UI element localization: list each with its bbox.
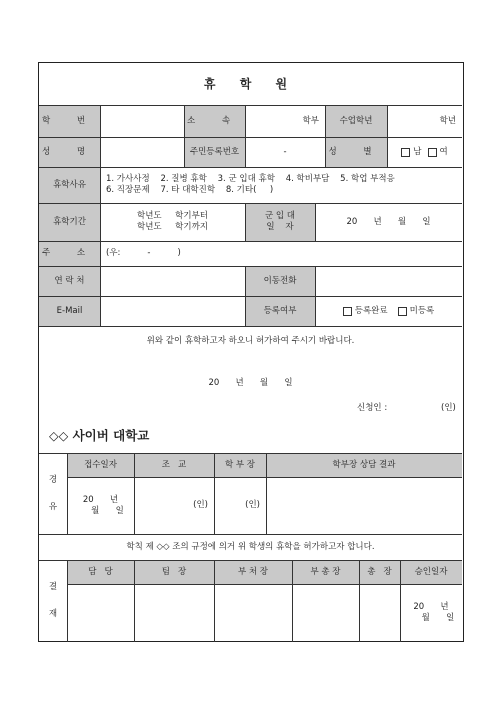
period-to: 학년도 학기까지 <box>137 222 208 232</box>
rule <box>39 167 462 168</box>
rule <box>67 453 68 534</box>
applicant-seal: (인) <box>441 402 456 413</box>
staff-header: 담 당 <box>67 560 134 584</box>
approval-date-line-2: 월 일 <box>421 613 455 623</box>
reason-line-1: 1. 가사사정 2. 질병 휴학 3. 군 입대 휴학 4. 학비부담 5. 학업 부적응 <box>106 174 395 185</box>
rule <box>67 477 462 478</box>
student-no-field[interactable] <box>100 105 184 137</box>
routing-side-label <box>39 453 67 534</box>
rule <box>245 266 246 326</box>
rule <box>39 534 462 535</box>
rule <box>134 453 135 534</box>
decision-side-2: 재 <box>48 609 58 619</box>
name-field[interactable] <box>100 137 184 167</box>
assistant-seal[interactable]: (인) <box>193 500 208 511</box>
approval-text: 학칙 제 ◇◇ 조의 규정에 의거 위 학생의 휴학을 허가하고자 합니다. <box>126 541 375 552</box>
email-field[interactable] <box>100 296 245 326</box>
reason-options[interactable] <box>100 167 462 203</box>
leave-application-form <box>38 62 464 642</box>
rule <box>266 453 267 534</box>
rule <box>39 203 462 204</box>
staff-sign-field[interactable] <box>67 584 134 642</box>
male-checkbox[interactable] <box>401 148 410 157</box>
address-label: 주 소 <box>39 241 100 266</box>
rule <box>39 296 462 297</box>
military-date-label <box>245 203 315 241</box>
rule <box>315 266 316 326</box>
resident-no-field[interactable]: - <box>283 146 287 157</box>
receipt-date-line-1: 20 년 <box>82 494 119 505</box>
registration-field <box>315 296 462 326</box>
counsel-result-field[interactable] <box>266 477 462 534</box>
team-lead-sign-field[interactable] <box>134 584 214 642</box>
vice-director-sign-field[interactable] <box>214 584 292 642</box>
military-date-field[interactable]: 20 년 월 일 <box>346 216 431 227</box>
rule <box>39 560 462 561</box>
rule <box>214 453 215 534</box>
military-label-line-2: 일 자 <box>266 222 294 232</box>
approval-date-header: 승인일자 <box>400 560 462 584</box>
mobile-label: 이동전화 <box>245 266 315 296</box>
counsel-result-header: 학부장 상담 결과 <box>266 453 462 477</box>
registration-label: 등록여부 <box>245 296 315 326</box>
rule <box>400 560 401 642</box>
rule <box>67 560 68 642</box>
decision-side-label <box>39 560 67 642</box>
request-date[interactable]: 20 년 월 일 <box>208 377 293 388</box>
routing-side-2: 유 <box>48 501 58 512</box>
dean-seal[interactable]: (인) <box>245 500 260 511</box>
registered-label: 등록완료 <box>354 305 388 316</box>
female-checkbox[interactable] <box>428 148 437 157</box>
unregistered-label: 미등록 <box>409 305 435 316</box>
receipt-date-header: 접수일자 <box>67 453 134 477</box>
contact-label: 연 락 처 <box>39 266 100 296</box>
vice-president-sign-field[interactable] <box>292 584 359 642</box>
affiliation-label: 소 속 <box>184 105 245 137</box>
decision-side-1: 결 <box>48 582 58 593</box>
name-label: 성 명 <box>39 137 100 167</box>
president-header: 총 장 <box>359 560 400 584</box>
reason-label: 휴학사유 <box>39 167 100 203</box>
address-field[interactable]: (우: - ) <box>106 248 181 259</box>
period-label: 휴학기간 <box>39 203 100 241</box>
rule <box>184 105 185 167</box>
rule <box>214 560 215 642</box>
assistant-header: 조 교 <box>134 453 214 477</box>
mobile-field[interactable] <box>315 266 462 296</box>
reason-line-2: 6. 직장문제 7. 타 대학진학 8. 기타( ) <box>106 185 274 195</box>
period-field[interactable] <box>100 203 245 241</box>
rule <box>315 203 316 241</box>
rule <box>39 241 462 242</box>
routing-side-1: 경 <box>48 474 58 485</box>
team-lead-header: 팀 장 <box>134 560 214 584</box>
female-label: 여 <box>439 146 448 157</box>
approval-date-field[interactable] <box>400 584 462 642</box>
registered-checkbox[interactable] <box>343 307 352 316</box>
year-field[interactable]: 학년 <box>439 115 456 126</box>
gender-label: 성 별 <box>325 137 387 167</box>
contact-field[interactable] <box>100 266 245 296</box>
email-label: E-Mail <box>39 296 100 326</box>
request-text: 위와 같이 휴학하고자 하오니 허가하여 주시기 바랍니다. <box>146 335 355 346</box>
receipt-date-line-2: 월 일 <box>91 505 124 516</box>
rule <box>100 105 101 326</box>
period-from: 학년도 학기부터 <box>137 211 208 222</box>
unregistered-checkbox[interactable] <box>398 307 407 316</box>
gender-field <box>387 137 462 167</box>
affiliation-field[interactable]: 학부 <box>302 115 319 126</box>
rule <box>39 266 462 267</box>
rule <box>387 105 388 167</box>
university-name: ◇◇ 사이버 대학교 <box>49 428 150 444</box>
applicant-label: 신청인 : <box>357 402 388 413</box>
vice-director-header: 부 처 장 <box>214 560 292 584</box>
year-label: 수업학년 <box>325 105 387 137</box>
rule <box>39 105 462 106</box>
rule <box>245 203 246 241</box>
rule <box>325 105 326 167</box>
dean-header: 학 부 장 <box>214 453 266 477</box>
president-sign-field[interactable] <box>359 584 400 642</box>
male-label: 남 <box>413 146 422 157</box>
vice-president-header: 부 총 장 <box>292 560 359 584</box>
rule <box>245 105 246 167</box>
rule <box>292 560 293 642</box>
rule <box>67 584 462 585</box>
rule <box>39 326 462 327</box>
approval-date-line-1: 20 년 <box>413 602 449 613</box>
military-label-line-1: 군 입 대 <box>264 211 296 222</box>
rule <box>134 560 135 642</box>
student-no-label: 학 번 <box>39 105 100 137</box>
rule <box>39 453 462 454</box>
rule <box>359 560 360 642</box>
resident-no-label: 주민등록번호 <box>184 137 245 167</box>
rule <box>39 137 462 138</box>
form-title: 휴 학 원 <box>203 76 298 91</box>
receipt-date-field[interactable] <box>67 477 134 534</box>
